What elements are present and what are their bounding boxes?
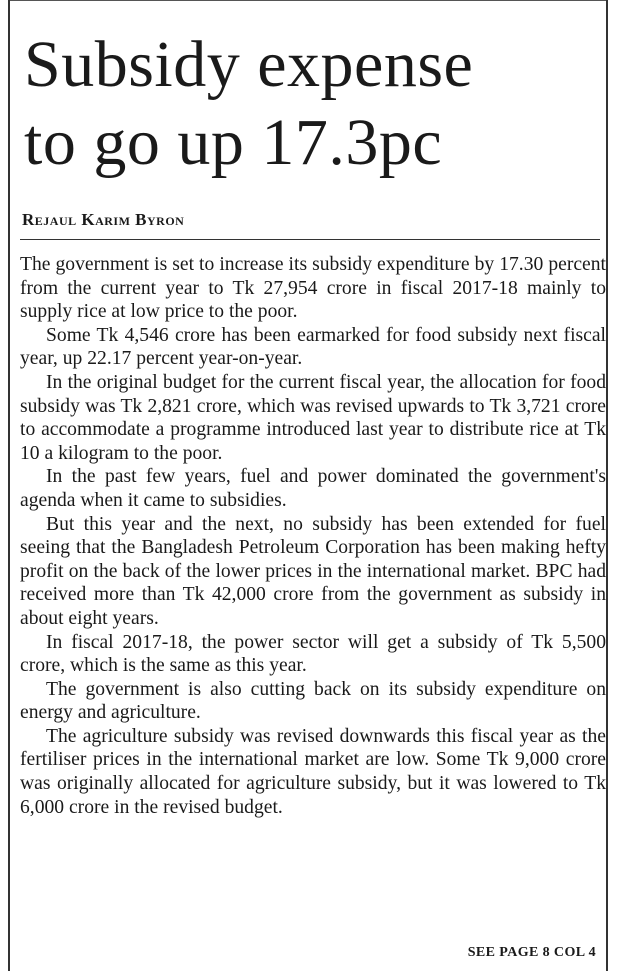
paragraph: Some Tk 4,546 crore has been earmarked for food subsidy next fiscal year, up 22.17 percent year-on-year. (20, 324, 606, 370)
paragraph: In the past few years, fuel and power dominated the government's agenda when it came to subsidies. (20, 466, 606, 511)
article-body (20, 253, 606, 819)
paragraph: In fiscal 2017-18, the power sector will get a subsidy of Tk 5,500 crore, which is the same as this year. (20, 631, 606, 677)
byline-rule (20, 239, 600, 240)
headline-line-2: to go up 17.3pc (24, 106, 443, 179)
paragraph: But this year and the next, no subsidy has been extended for fuel seeing that the Bangladesh Petroleum Corporation has been making hefty profit on the back of the lower prices in the international market. BPC had received more than Tk 42,000 crore from the government as subsidy in about eight years. (20, 513, 606, 629)
continuation-jump-line: SEE PAGE 8 COL 4 (467, 945, 596, 960)
article-frame (8, 0, 608, 971)
headline-line-1: Subsidy expense (24, 28, 474, 101)
byline: Rejaul Karim Byron (22, 210, 185, 229)
paragraph: The agriculture subsidy was revised downwards this fiscal year as the fertiliser prices in the international market are low. Some Tk 9,000 crore was originally allocated for agriculture subsidy, but it was lowered to Tk 6,000 crore in the revised budget. (20, 725, 606, 818)
paragraph: The government is set to increase its subsidy expenditure by 17.30 percent from the current year to Tk 27,954 crore in fiscal 2017-18 mainly to supply rice at low price to the poor. (20, 254, 606, 323)
top-rule (10, 0, 606, 1)
paragraph: The government is also cutting back on its subsidy expenditure on energy and agriculture. (20, 678, 606, 724)
headline (24, 26, 604, 182)
paragraph: In the original budget for the current fiscal year, the allocation for food subsidy was Tk 2,821 crore, which was revised upwards to Tk 3,721 crore to accommodate a programme introduced last year to distribute rice at Tk 10 a kilogram to the poor. (20, 371, 606, 464)
